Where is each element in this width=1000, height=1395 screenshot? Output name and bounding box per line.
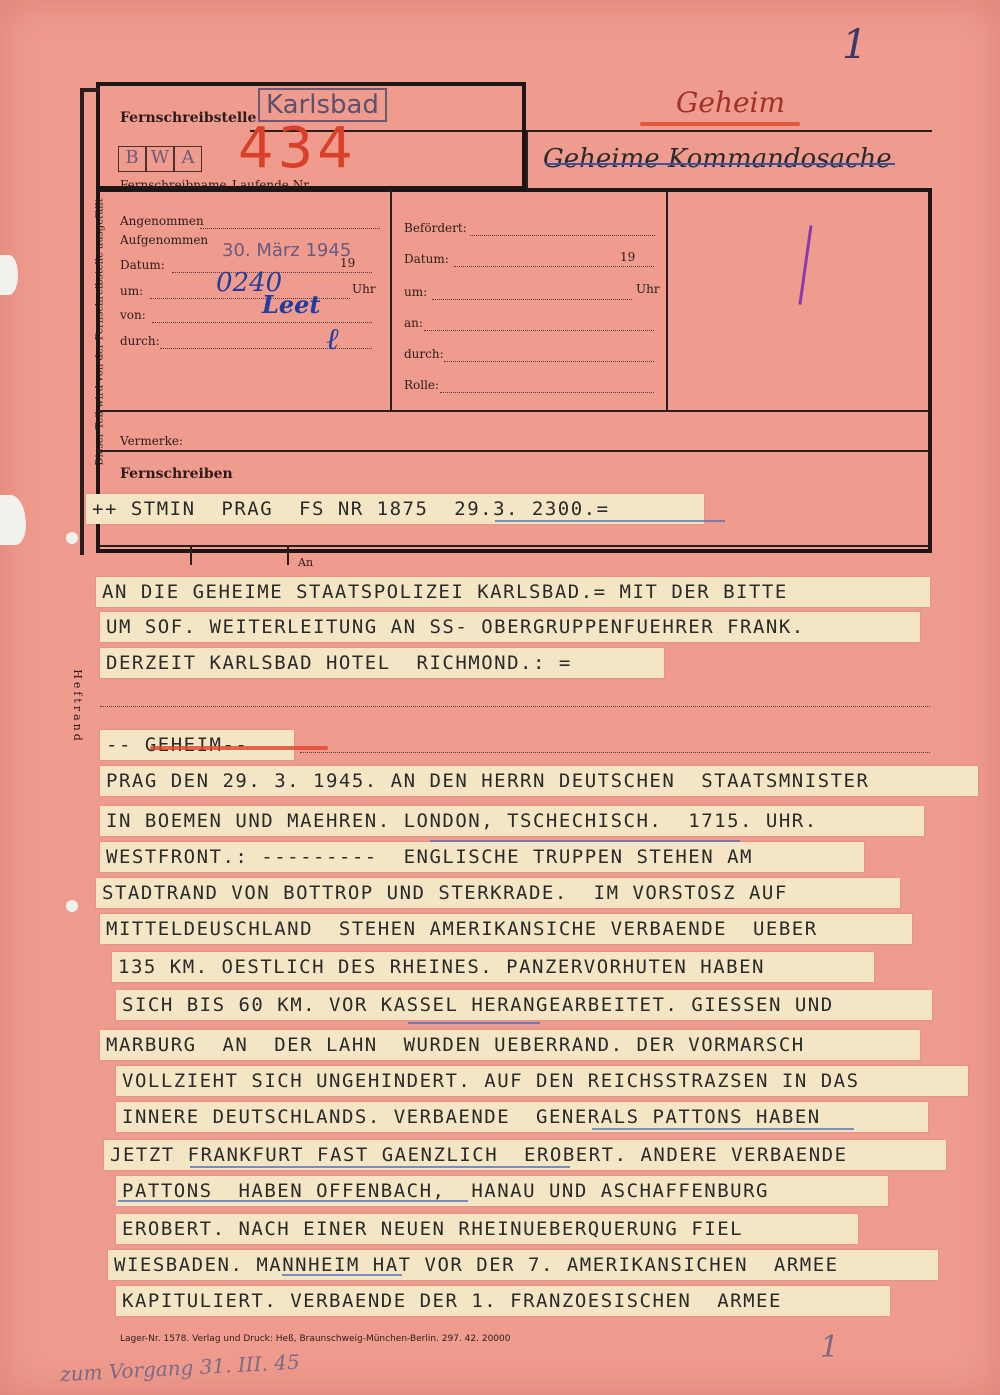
teletype-header-strip: ++ STMIN PRAG FS NR 1875 29.3. 2300.= [86, 494, 704, 524]
forwarded-rolle-label: Rolle: [404, 378, 440, 392]
name-box-letter: W [146, 146, 174, 172]
laufende-nr-label: Laufende Nr. [232, 178, 312, 192]
received-von-label: von: [120, 308, 146, 322]
an-label: An [298, 556, 314, 569]
side-note: Dieser Teil wird von der Fernschreibstelle ausgefüllt [94, 198, 106, 466]
fernschreiben-label: Fernschreiben [120, 466, 233, 482]
body-line: EROBERT. NACH EINER NEUEN RHEINUEBERQUERUNG FIEL [116, 1214, 858, 1244]
punch-hole [66, 532, 78, 544]
received-von-value: Leet [262, 290, 321, 319]
address-line: UM SOF. WEITERLEITUNG AN SS- OBERGRUPPENFUEHRER FRANK. [100, 612, 920, 642]
fernschreibstelle-label: Fernschreibstelle [120, 110, 257, 126]
angenommen-label: Angenommen [120, 214, 204, 228]
received-uhr-label: Uhr [352, 282, 376, 296]
geheim-strip: -- GEHEIM-- [100, 730, 294, 760]
name-box-letter: A [174, 146, 202, 172]
forwarded-year: 19 [620, 250, 636, 264]
forwarded-datum-label: Datum: [404, 252, 449, 266]
befoerdert-label: Befördert: [404, 221, 467, 235]
bottom-handwriting: zum Vorgang 31. III. 45 [59, 1349, 301, 1387]
name-box-letter: B [118, 146, 146, 172]
station-stamp: Karlsbad [258, 88, 387, 122]
page-number: 1 [842, 22, 868, 68]
body-line: WIESBADEN. MANNHEIM HAT VOR DER 7. AMERIKANSICHEN ARMEE [108, 1250, 938, 1280]
body-line: PATTONS HABEN OFFENBACH, HANAU UND ASCHAFFENBURG [116, 1176, 888, 1206]
body-line: MARBURG AN DER LAHN WURDEN UEBERRAND. DER VORMARSCH [100, 1030, 920, 1060]
body-line: IN BOEMEN UND MAEHREN. LONDON, TSCHECHISCH. 1715. UHR. [100, 806, 924, 836]
received-time: 0240 [216, 268, 283, 298]
body-line: VOLLZIEHT SICH UNGEHINDERT. AUF DEN REICHSSTRAZSEN IN DAS [116, 1066, 968, 1096]
body-line: KAPITULIERT. VERBAENDE DER 1. FRANZOESISCHEN ARMEE [116, 1286, 890, 1316]
classification-struck: Geheime Kommandosache [543, 144, 892, 174]
name-boxes [118, 146, 202, 172]
tear [0, 255, 18, 295]
body-line: WESTFRONT.: --------- ENGLISCHE TRUPPEN STEHEN AM [100, 842, 864, 872]
forwarded-durch-label: durch: [404, 347, 444, 361]
heftrand-label: Heftrand [70, 669, 84, 744]
body-line: PRAG DEN 29. 3. 1945. AN DEN HERRN DEUTSCHEN STAATSMNISTER [100, 766, 978, 796]
forwarded-uhr-label: Uhr [636, 282, 660, 296]
body-line: STADTRAND VON BOTTROP UND STERKRADE. IM VORSTOSZ AUF [96, 878, 900, 908]
body-line: JETZT FRANKFURT FAST GAENZLICH EROBERT. ANDERE VERBAENDE [104, 1140, 946, 1170]
forwarded-an-label: an: [404, 316, 423, 330]
received-datum-label: Datum: [120, 258, 165, 272]
address-line: DERZEIT KARLSBAD HOTEL RICHMOND.: = [100, 648, 664, 678]
vermerke-label: Vermerke: [120, 434, 184, 448]
printer-footer: Lager-Nr. 1578. Verlag und Druck: Heß, Braunschweig-München-Berlin. 297. 42. 20000 [120, 1334, 511, 1344]
body-line: INNERE DEUTSCHLANDS. VERBAENDE GENERALS PATTONS HABEN [116, 1102, 928, 1132]
received-durch-label: durch: [120, 334, 160, 348]
received-year: 19 [340, 256, 356, 270]
bottom-right-handwriting: 1 [820, 1330, 840, 1365]
classification-geheim: Geheim [676, 86, 786, 119]
fernschreibname-label: Fernschreibname [120, 178, 227, 192]
aufgenommen-label: Aufgenommen [120, 233, 209, 247]
body-line: 135 KM. OESTLICH DES RHEINES. PANZERVORHUTEN HABEN [112, 952, 874, 982]
received-um-label: um: [120, 284, 144, 298]
received-date-stamp: 30. März 1945 [222, 240, 352, 261]
tear [0, 495, 26, 545]
forwarded-um-label: um: [404, 285, 428, 299]
body-line: SICH BIS 60 KM. VOR KASSEL HERANGEARBEITET. GIESSEN UND [116, 990, 932, 1020]
punch-hole [66, 900, 78, 912]
body-line: MITTELDEUSCHLAND STEHEN AMERIKANSICHE VERBAENDE UEBER [100, 914, 912, 944]
received-signature: ℓ [326, 322, 339, 357]
address-line: AN DIE GEHEIME STAATSPOLIZEI KARLSBAD.= MIT DER BITTE [96, 577, 930, 607]
running-number: 434 [238, 116, 357, 181]
